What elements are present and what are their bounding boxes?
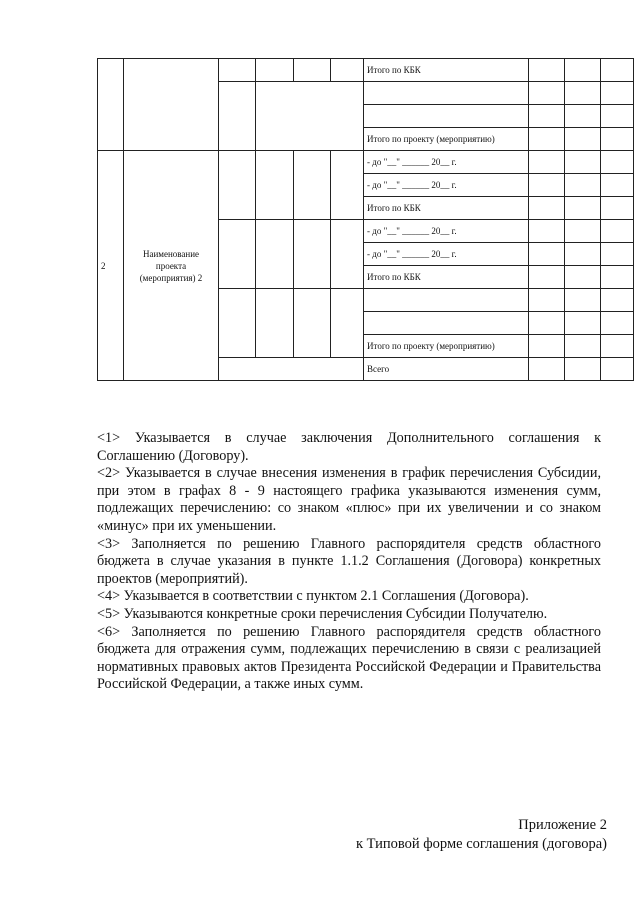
cell	[529, 174, 565, 197]
cell	[601, 335, 634, 358]
cell	[294, 289, 331, 358]
cell	[529, 59, 565, 82]
cell	[364, 289, 529, 312]
cell	[256, 289, 294, 358]
cell	[294, 151, 331, 220]
payment-schedule-table	[97, 58, 634, 381]
cell	[529, 335, 565, 358]
cell	[601, 151, 634, 174]
cell	[529, 243, 565, 266]
cell	[601, 312, 634, 335]
cell	[601, 197, 634, 220]
cell	[219, 358, 364, 381]
cell	[98, 59, 124, 151]
cell	[565, 82, 601, 105]
cell	[256, 220, 294, 289]
footnote: <4> Указывается в соответствии с пунктом 2.1 Соглашения (Договора).	[97, 588, 529, 605]
cell	[294, 220, 331, 289]
cell	[256, 59, 294, 82]
cell	[565, 174, 601, 197]
cell	[601, 105, 634, 128]
cell	[565, 243, 601, 266]
cell	[529, 128, 565, 151]
appendix-subtitle: к Типовой форме соглашения (договора)	[355, 836, 607, 852]
table-row	[98, 59, 634, 82]
cell	[601, 266, 634, 289]
cell	[219, 220, 256, 289]
cell	[565, 128, 601, 151]
cell	[256, 151, 294, 220]
cell	[124, 59, 219, 151]
cell	[294, 59, 331, 82]
cell	[331, 289, 364, 358]
cell	[529, 151, 565, 174]
cell	[565, 105, 601, 128]
cell	[601, 289, 634, 312]
cell	[601, 128, 634, 151]
cell-date: - до "__" ______ 20__ г.	[364, 151, 529, 174]
footnote: <2> Указывается в случае внесения изменения в график перечисления Субсидии, при этом в графах 8 - 9 настоящего графика указываются изменения сумм, подлежащих перечислению: со знаком «плюс» при их увеличении и со знаком «минус» при их уменьшении.	[97, 465, 601, 534]
cell	[219, 82, 256, 151]
cell-grand-total: Всего	[364, 358, 529, 381]
cell	[219, 59, 256, 82]
appendix-title: Приложение 2	[518, 817, 607, 833]
footnotes	[97, 430, 601, 694]
cell-total-kbk: Итого по КБК	[364, 266, 529, 289]
cell	[364, 82, 529, 105]
cell	[256, 82, 364, 151]
cell	[601, 220, 634, 243]
cell	[601, 174, 634, 197]
cell	[565, 358, 601, 381]
cell	[565, 335, 601, 358]
schedule-table-fragment	[97, 58, 633, 381]
cell	[331, 220, 364, 289]
footnote: <1> Указывается в случае заключения Дополнительного соглашения к Соглашению (Договору).	[97, 430, 601, 464]
cell-row-number: 2	[98, 151, 124, 381]
cell	[565, 220, 601, 243]
cell	[565, 59, 601, 82]
cell	[364, 105, 529, 128]
cell	[601, 82, 634, 105]
cell-total-project: Итого по проекту (мероприятию)	[364, 335, 529, 358]
cell	[601, 358, 634, 381]
footnote: <5> Указываются конкретные сроки перечисления Субсидии Получателю.	[97, 605, 548, 622]
footnote: <6> Заполняется по решению Главного распорядителя средств областного бюджета для отражения сумм, подлежащих перечислению в связи с реализацией нормативных правовых актов Президента Российской Федерации и Правительства Российской Федерации, а также иных сумм.	[97, 623, 601, 693]
cell	[364, 312, 529, 335]
cell-date: - до "__" ______ 20__ г.	[364, 243, 529, 266]
cell	[219, 151, 256, 220]
cell	[601, 243, 634, 266]
cell	[529, 105, 565, 128]
cell	[219, 289, 256, 358]
cell-total-kbk: Итого по КБК	[364, 59, 529, 82]
cell	[529, 358, 565, 381]
cell	[529, 312, 565, 335]
cell	[565, 266, 601, 289]
cell	[331, 151, 364, 220]
cell	[565, 312, 601, 335]
cell-total-project: Итого по проекту (мероприятию)	[364, 128, 529, 151]
appendix-heading	[356, 816, 607, 854]
cell	[529, 220, 565, 243]
cell-project-name: Наименование проекта (мероприятия) 2	[124, 151, 219, 381]
cell	[565, 289, 601, 312]
cell	[529, 197, 565, 220]
cell	[601, 59, 634, 82]
cell	[529, 289, 565, 312]
cell	[529, 266, 565, 289]
cell-date: - до "__" ______ 20__ г.	[364, 174, 529, 197]
cell-total-kbk: Итого по КБК	[364, 197, 529, 220]
cell-date: - до "__" ______ 20__ г.	[364, 220, 529, 243]
cell	[529, 82, 565, 105]
footnote: <3> Заполняется по решению Главного распорядителя средств областного бюджета в случае указания в пункте 1.1.2 Соглашения (Договора) конкретных проектов (мероприятий).	[97, 535, 601, 587]
cell	[331, 59, 364, 82]
cell	[565, 151, 601, 174]
table-row	[98, 151, 634, 174]
cell	[565, 197, 601, 220]
